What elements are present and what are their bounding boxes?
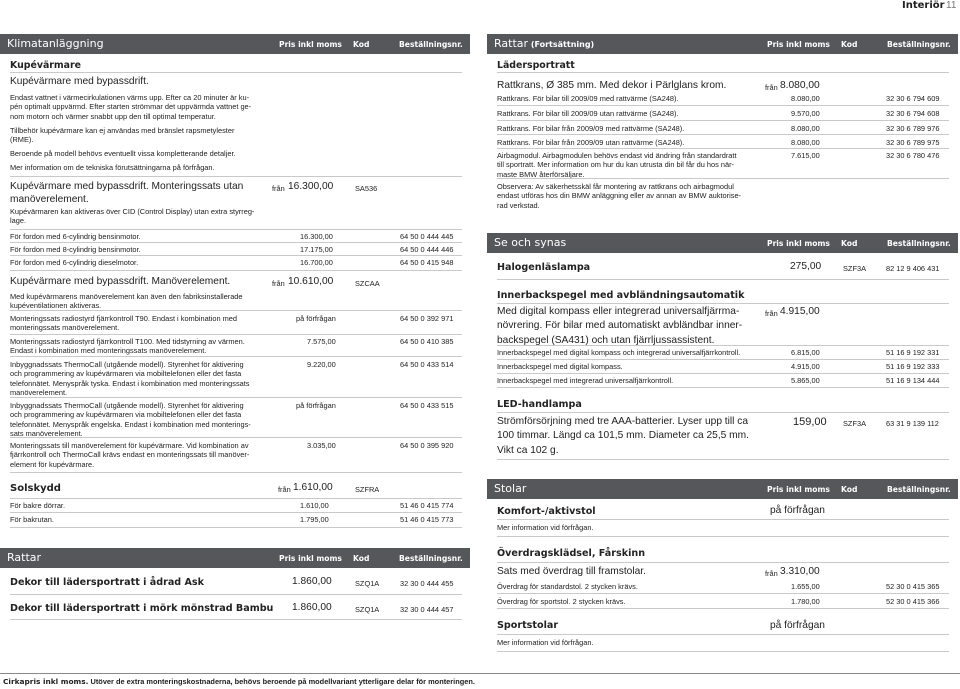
product-price: 275,00 <box>790 261 822 272</box>
col-price-label: Pris inkl moms <box>279 554 342 563</box>
row-order-no: 64 50 0 410 385 <box>400 337 454 346</box>
desc-text: Strömförsörjning med tre AAA-batterier. Lyser upp till ca 100 timmar. Längd ca 101,5 mm. Diameter ca 25,5 mm. Vikt ca 102 g. <box>497 416 749 456</box>
row-order-no: 32 30 6 794 608 <box>886 109 940 118</box>
page-section-label: Interiör <box>902 0 945 11</box>
col-order-label: Beställningsnr. <box>399 554 463 563</box>
row-order-no: 52 30 0 415 365 <box>886 582 940 591</box>
row-order-no: 63 31 9 139 112 <box>886 419 939 428</box>
section-title: Se och synas <box>494 236 567 250</box>
row-price: 8.080,00 <box>791 94 820 103</box>
col-order-label: Beställningsnr. <box>887 239 951 248</box>
product-price: 159,00 <box>793 416 827 428</box>
col-order-label: Beställningsnr. <box>887 40 951 49</box>
section-title-suffix: (Fortsättning) <box>528 40 595 50</box>
row-price: 16.700,00 <box>300 258 333 267</box>
table-row: För fordon med 8-cylindrig bensinmotor. <box>10 245 141 254</box>
row-order-no: 32 30 6 789 975 <box>886 138 940 147</box>
row-order-no: 64 50 0 433 514 <box>400 360 454 369</box>
table-row: För bakre dörrar. <box>10 501 66 510</box>
row-price: 9.220,00 <box>307 360 336 369</box>
row-price: 3.035,00 <box>307 441 336 450</box>
table-row: Överdrag för sportstol. 2 stycken krävs. <box>497 597 626 606</box>
product-title: Dekor till lädersportratt i mörk mönstrad Bambu <box>10 603 274 614</box>
list-item: Monteringssats radiostyrd fjärrkontroll T90. Endast i kombination med monteringssats manöverelement. <box>10 314 238 333</box>
row-order-no: 64 50 0 392 971 <box>400 314 454 323</box>
product-code: SZQ1A <box>355 605 380 614</box>
desc-text: Med digital kompass eller integrerad universalfjärrma- növrering. För bilar med automatiskt avbländbar inner- backspegel (SA431) och utan fjärrljussassistent. <box>497 306 743 346</box>
right-section-header-stolar <box>487 479 958 499</box>
row-price: 5.865,00 <box>791 376 820 385</box>
row-price: 6.815,00 <box>791 348 820 357</box>
col-price-label: Pris inkl moms <box>767 239 830 248</box>
page-number: 11 <box>946 0 957 11</box>
product-price: 10.610,00 <box>288 276 334 287</box>
col-code-label: Kod <box>353 40 370 49</box>
note-text: Observera: Av säkerhetsskäl får montering av rattkrans och airbagmodul endast utföras hos din BMW anläggning eller av annan av BMW auktorise- rad verkstad. <box>497 182 742 210</box>
from-label: från <box>272 184 285 193</box>
row-order-no: 32 30 0 444 457 <box>400 605 454 614</box>
from-label: från <box>278 485 291 494</box>
right-section-header-se-och-synas <box>487 233 958 253</box>
row-order-no: 32 30 6 780 476 <box>886 151 940 160</box>
info-text: Mer information vid förfrågan. <box>497 638 594 647</box>
section-title: Klimatanläggning <box>7 37 104 51</box>
product-code: SZF3A <box>843 264 866 273</box>
table-row: Rattkrans. För bilar till 2009/09 utan rattvärme (SA248). <box>497 109 679 118</box>
from-label: från <box>765 569 778 578</box>
col-code-label: Kod <box>841 239 858 248</box>
list-item: Inbyggnadssats ThermoCall (utgående modell). Styrenhet för aktivering och programmering av kupévärmaren via mobiltelefonen eller det fasta telefonnätet. Menyspråk engelska. Endast i kombination med monterings- sats manöverelement. <box>10 401 251 438</box>
section-title: Rattar <box>7 551 42 565</box>
list-item: Inbyggnadssats ThermoCall (utgående modell). Styrenhet för aktivering och programmering av kupévärmaren via mobiltelefonen eller det fasta telefonnätet. Menyspråk tyska. Endast i kombination med monteringssats manöverelement. <box>10 360 250 397</box>
row-price: 1.655,00 <box>791 582 820 591</box>
row-price: 1.795,00 <box>300 515 329 524</box>
desc-text: Mer information om de tekniska förutsättningarna på förfrågan. <box>10 163 215 172</box>
row-order-no: 51 16 9 192 331 <box>886 348 940 357</box>
product-code: SZCAA <box>355 279 380 288</box>
right-section-header-rattar <box>487 34 958 54</box>
row-price: 8.080,00 <box>791 138 820 147</box>
table-row: Rattkrans. För bilar från 2009/09 med rattvärme (SA248). <box>497 124 685 133</box>
row-order-no: 51 46 0 415 774 <box>400 501 454 510</box>
row-order-no: 32 30 6 789 976 <box>886 124 940 133</box>
product-price: 4.915,00 <box>780 306 820 317</box>
product-code: SZF3A <box>843 419 866 428</box>
product-price: 1.860,00 <box>292 576 332 587</box>
table-row: För fordon med 6-cylindrig bensinmotor. <box>10 232 141 241</box>
product-title: Rattkrans, Ø 385 mm. Med dekor i Pärlglans krom. <box>497 80 727 91</box>
product-code: SZQ1A <box>355 579 380 588</box>
product-title: Dekor till lädersportratt i ådrad Ask <box>10 577 205 588</box>
product-title-komfort: Komfort-/aktivstol <box>497 506 596 517</box>
desc-text: Beroende på modell behövs eventuellt vissa kompletterande detaljer. <box>10 149 236 158</box>
left-section-header-klimat <box>0 34 470 54</box>
section-title: Stolar <box>494 482 527 496</box>
col-code-label: Kod <box>841 485 858 494</box>
product-title: Kupévärmare med bypassdrift. <box>10 76 149 87</box>
product-title-innerbackspegel: Innerbackspegel med avbländningsautomatik <box>497 290 745 301</box>
group-title-lädersportratt: Lädersportratt <box>497 60 575 71</box>
row-order-no: 51 46 0 415 773 <box>400 515 454 524</box>
product-price: 8.080,00 <box>780 80 820 91</box>
from-label: från <box>765 309 778 318</box>
table-row: Innerbackspegel med integrerad universalfjärrkontroll. <box>497 376 674 385</box>
footer-note: Cirkapris inkl moms. Utöver de extra monteringskostnaderna, behövs beroende på modellvariant ytterligare delar för monteringen. <box>3 677 475 686</box>
from-label: från <box>765 83 778 92</box>
desc-text: Endast vattnet i värmecirkulationen värms upp. Efter ca 20 minuter är ku- pén optimalt uppvärmd. Efter starten strömmar det uppvärmda vattnet ge- nom motorn och värmer snabbt upp den till optimal temperatur. <box>10 93 252 121</box>
row-price: 17.175,00 <box>300 245 333 254</box>
desc-text: Tillbehör kupévärmare kan ej användas med bränslet rapsmetylester (RME). <box>10 126 235 145</box>
col-price-label: Pris inkl moms <box>767 40 830 49</box>
product-title-solskydd: Solskydd <box>10 483 61 494</box>
list-item: Monteringssats radiostyrd fjärrkontroll T100. Med tidstyrning av värmen. Endast i kombination med monteringssats manöverelement. <box>10 337 245 356</box>
desc-text: Med kupévärmarens manöverelement kan även den fabriksinstallerade kupéventilationen aktiveras. <box>10 292 243 311</box>
product-title-overdrag: Överdragsklädsel, Fårskinn <box>497 548 646 559</box>
col-price-label: Pris inkl moms <box>767 485 830 494</box>
table-row: För bakrutan. <box>10 515 54 524</box>
list-item: Monteringssats till manöverelement för kupévärmare. Vid kombination av fjärrkontroll och ThermoCall krävs endast en monteringssats till manöver- element för kupévärmare. <box>10 441 250 469</box>
product-title: Kupévärmare med bypassdrift. Monteringssats utan manöverelement. <box>10 181 244 206</box>
product-code: SA536 <box>355 184 378 193</box>
col-code-label: Kod <box>353 554 370 563</box>
row-order-no: 64 50 0 444 446 <box>400 245 454 254</box>
table-row: För fordon med 6-cylindrig dieselmotor. <box>10 258 139 267</box>
product-price: 3.310,00 <box>780 566 820 577</box>
row-price: 4.915,00 <box>791 362 820 371</box>
product-price: på förfrågan <box>770 505 825 516</box>
col-code-label: Kod <box>841 40 858 49</box>
col-order-label: Beställningsnr. <box>887 485 951 494</box>
row-price: 16.300,00 <box>300 232 333 241</box>
left-section-header-rattar <box>0 548 470 568</box>
row-order-no: 51 16 9 134 444 <box>886 376 940 385</box>
row-order-no: 32 30 6 794 609 <box>886 94 940 103</box>
product-price: 16.300,00 <box>288 181 334 192</box>
product-code: SZFRA <box>355 485 380 494</box>
section-title: Rattar <box>494 37 529 51</box>
from-label: från <box>272 279 285 288</box>
table-row: Innerbackspegel med digital kompass. <box>497 362 623 371</box>
product-title-led: LED-handlampa <box>497 399 582 410</box>
table-row: Innerbackspegel med digital kompass och integrerad universalfjärrkontroll. <box>497 348 741 357</box>
row-price: 8.080,00 <box>791 124 820 133</box>
product-title-halogen: Halogenläslampa <box>497 262 591 273</box>
row-price: 1.780,00 <box>791 597 820 606</box>
list-item: Airbagmodul. Airbagmodulen behövs endast vid ändring från standardratt till sportratt. Mer information om hur du kan utrusta din bil får du hos när- maste BMW återförsäljare. <box>497 151 737 179</box>
row-price: på förfrågan <box>296 401 336 410</box>
desc-text: Kupévärmaren kan aktiveras över CID (Control Display) utan extra styrreg- lage. <box>10 207 255 226</box>
row-order-no: 64 50 0 415 948 <box>400 258 454 267</box>
product-title: Kupévärmare med bypassdrift. Manöverelement. <box>10 276 231 287</box>
product-price: 1.860,00 <box>292 602 332 613</box>
table-row: Överdrag för standardstol. 2 stycken krävs. <box>497 582 638 591</box>
col-order-label: Beställningsnr. <box>399 40 463 49</box>
row-price: 7.575,00 <box>307 337 336 346</box>
row-price: 7.615,00 <box>791 151 820 160</box>
row-price: på förfrågan <box>296 314 336 323</box>
info-text: Mer information vid förfrågan. <box>497 523 594 532</box>
row-price: 1.610,00 <box>300 501 329 510</box>
table-row: Rattkrans. För bilar från 2009/09 utan rattvärme (SA248). <box>497 138 685 147</box>
row-order-no: 64 50 0 444 445 <box>400 232 454 241</box>
row-order-no: 52 30 0 415 366 <box>886 597 940 606</box>
product-price: 1.610,00 <box>293 482 333 493</box>
col-price-label: Pris inkl moms <box>279 40 342 49</box>
group-title-kupevarmare: Kupévärmare <box>10 60 81 71</box>
row-order-no: 82 12 9 406 431 <box>886 264 940 273</box>
product-title-sportstolar: Sportstolar <box>497 620 559 631</box>
row-order-no: 32 30 0 444 455 <box>400 579 454 588</box>
row-order-no: 64 50 0 395 920 <box>400 441 454 450</box>
row-order-no: 51 16 9 192 333 <box>886 362 940 371</box>
table-row: Rattkrans. För bilar till 2009/09 med rattvärme (SA248). <box>497 94 679 103</box>
product-price: på förfrågan <box>770 620 825 631</box>
desc-text: Sats med överdrag till framstolar. <box>497 566 646 577</box>
row-order-no: 64 50 0 433 515 <box>400 401 454 410</box>
row-price: 9.570,00 <box>791 109 820 118</box>
